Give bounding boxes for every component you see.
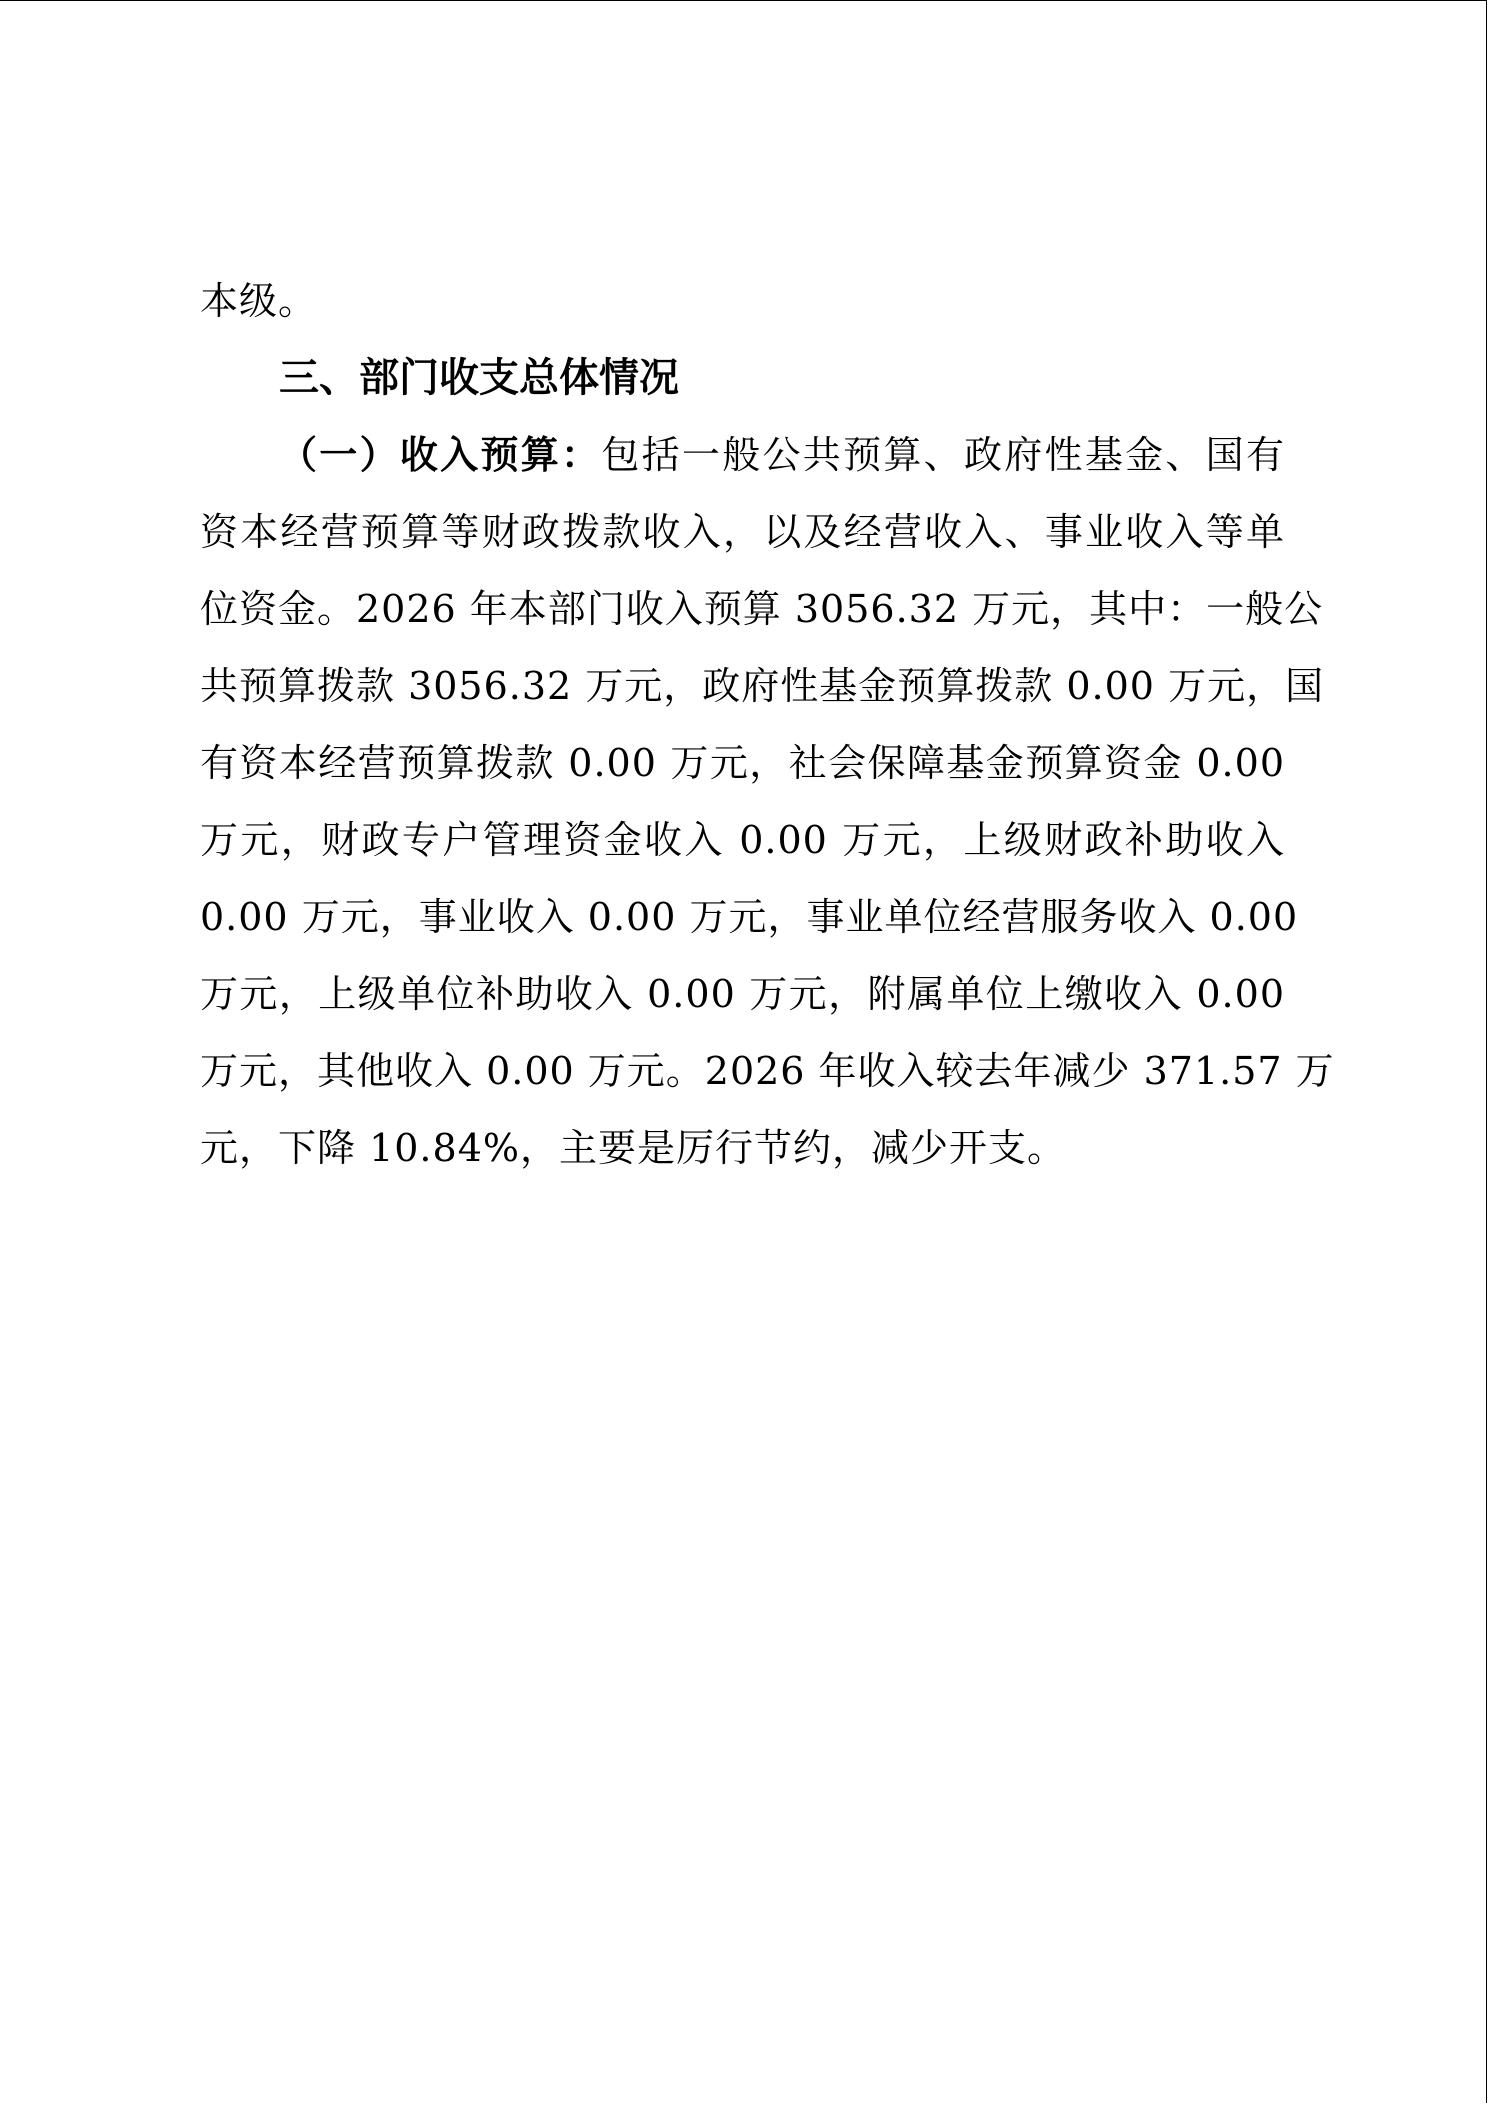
paragraph-line: 万元，财政专户管理资金收入 0.00 万元，上级财政补助收入	[200, 818, 1285, 862]
paragraph-line: 资本经营预算等财政拨款收入，以及经营收入、事业收入等单	[200, 510, 1285, 554]
paragraph-line: 0.00 万元，事业收入 0.00 万元，事业单位经营服务收入 0.00	[200, 895, 1299, 939]
section-heading: 三、部门收支总体情况	[279, 355, 679, 401]
paragraph-last-line: 元，下降 10.84%，主要是厉行节约，减少开支。	[200, 1126, 1066, 1170]
paragraph-line: 共预算拨款 3056.32 万元，政府性基金预算拨款 0.00 万元，国	[200, 664, 1325, 708]
subsection-label: （一）收入预算：	[279, 433, 602, 477]
paragraph-line: 有资本经营预算拨款 0.00 万元，社会保障基金预算资金 0.00	[200, 741, 1285, 785]
paragraph-first-line	[279, 425, 1285, 485]
text-line-continuation: 本级。	[200, 279, 318, 323]
paragraph-line: 万元，上级单位补助收入 0.00 万元，附属单位上缴收入 0.00	[200, 972, 1285, 1016]
paragraph-line: 位资金。2026 年本部门收入预算 3056.32 万元，其中：一般公	[200, 587, 1324, 631]
paragraph-text: 包括一般公共预算、政府性基金、国有	[601, 433, 1285, 477]
paragraph-line: 万元，其他收入 0.00 万元。2026 年收入较去年减少 371.57 万	[200, 1049, 1335, 1093]
